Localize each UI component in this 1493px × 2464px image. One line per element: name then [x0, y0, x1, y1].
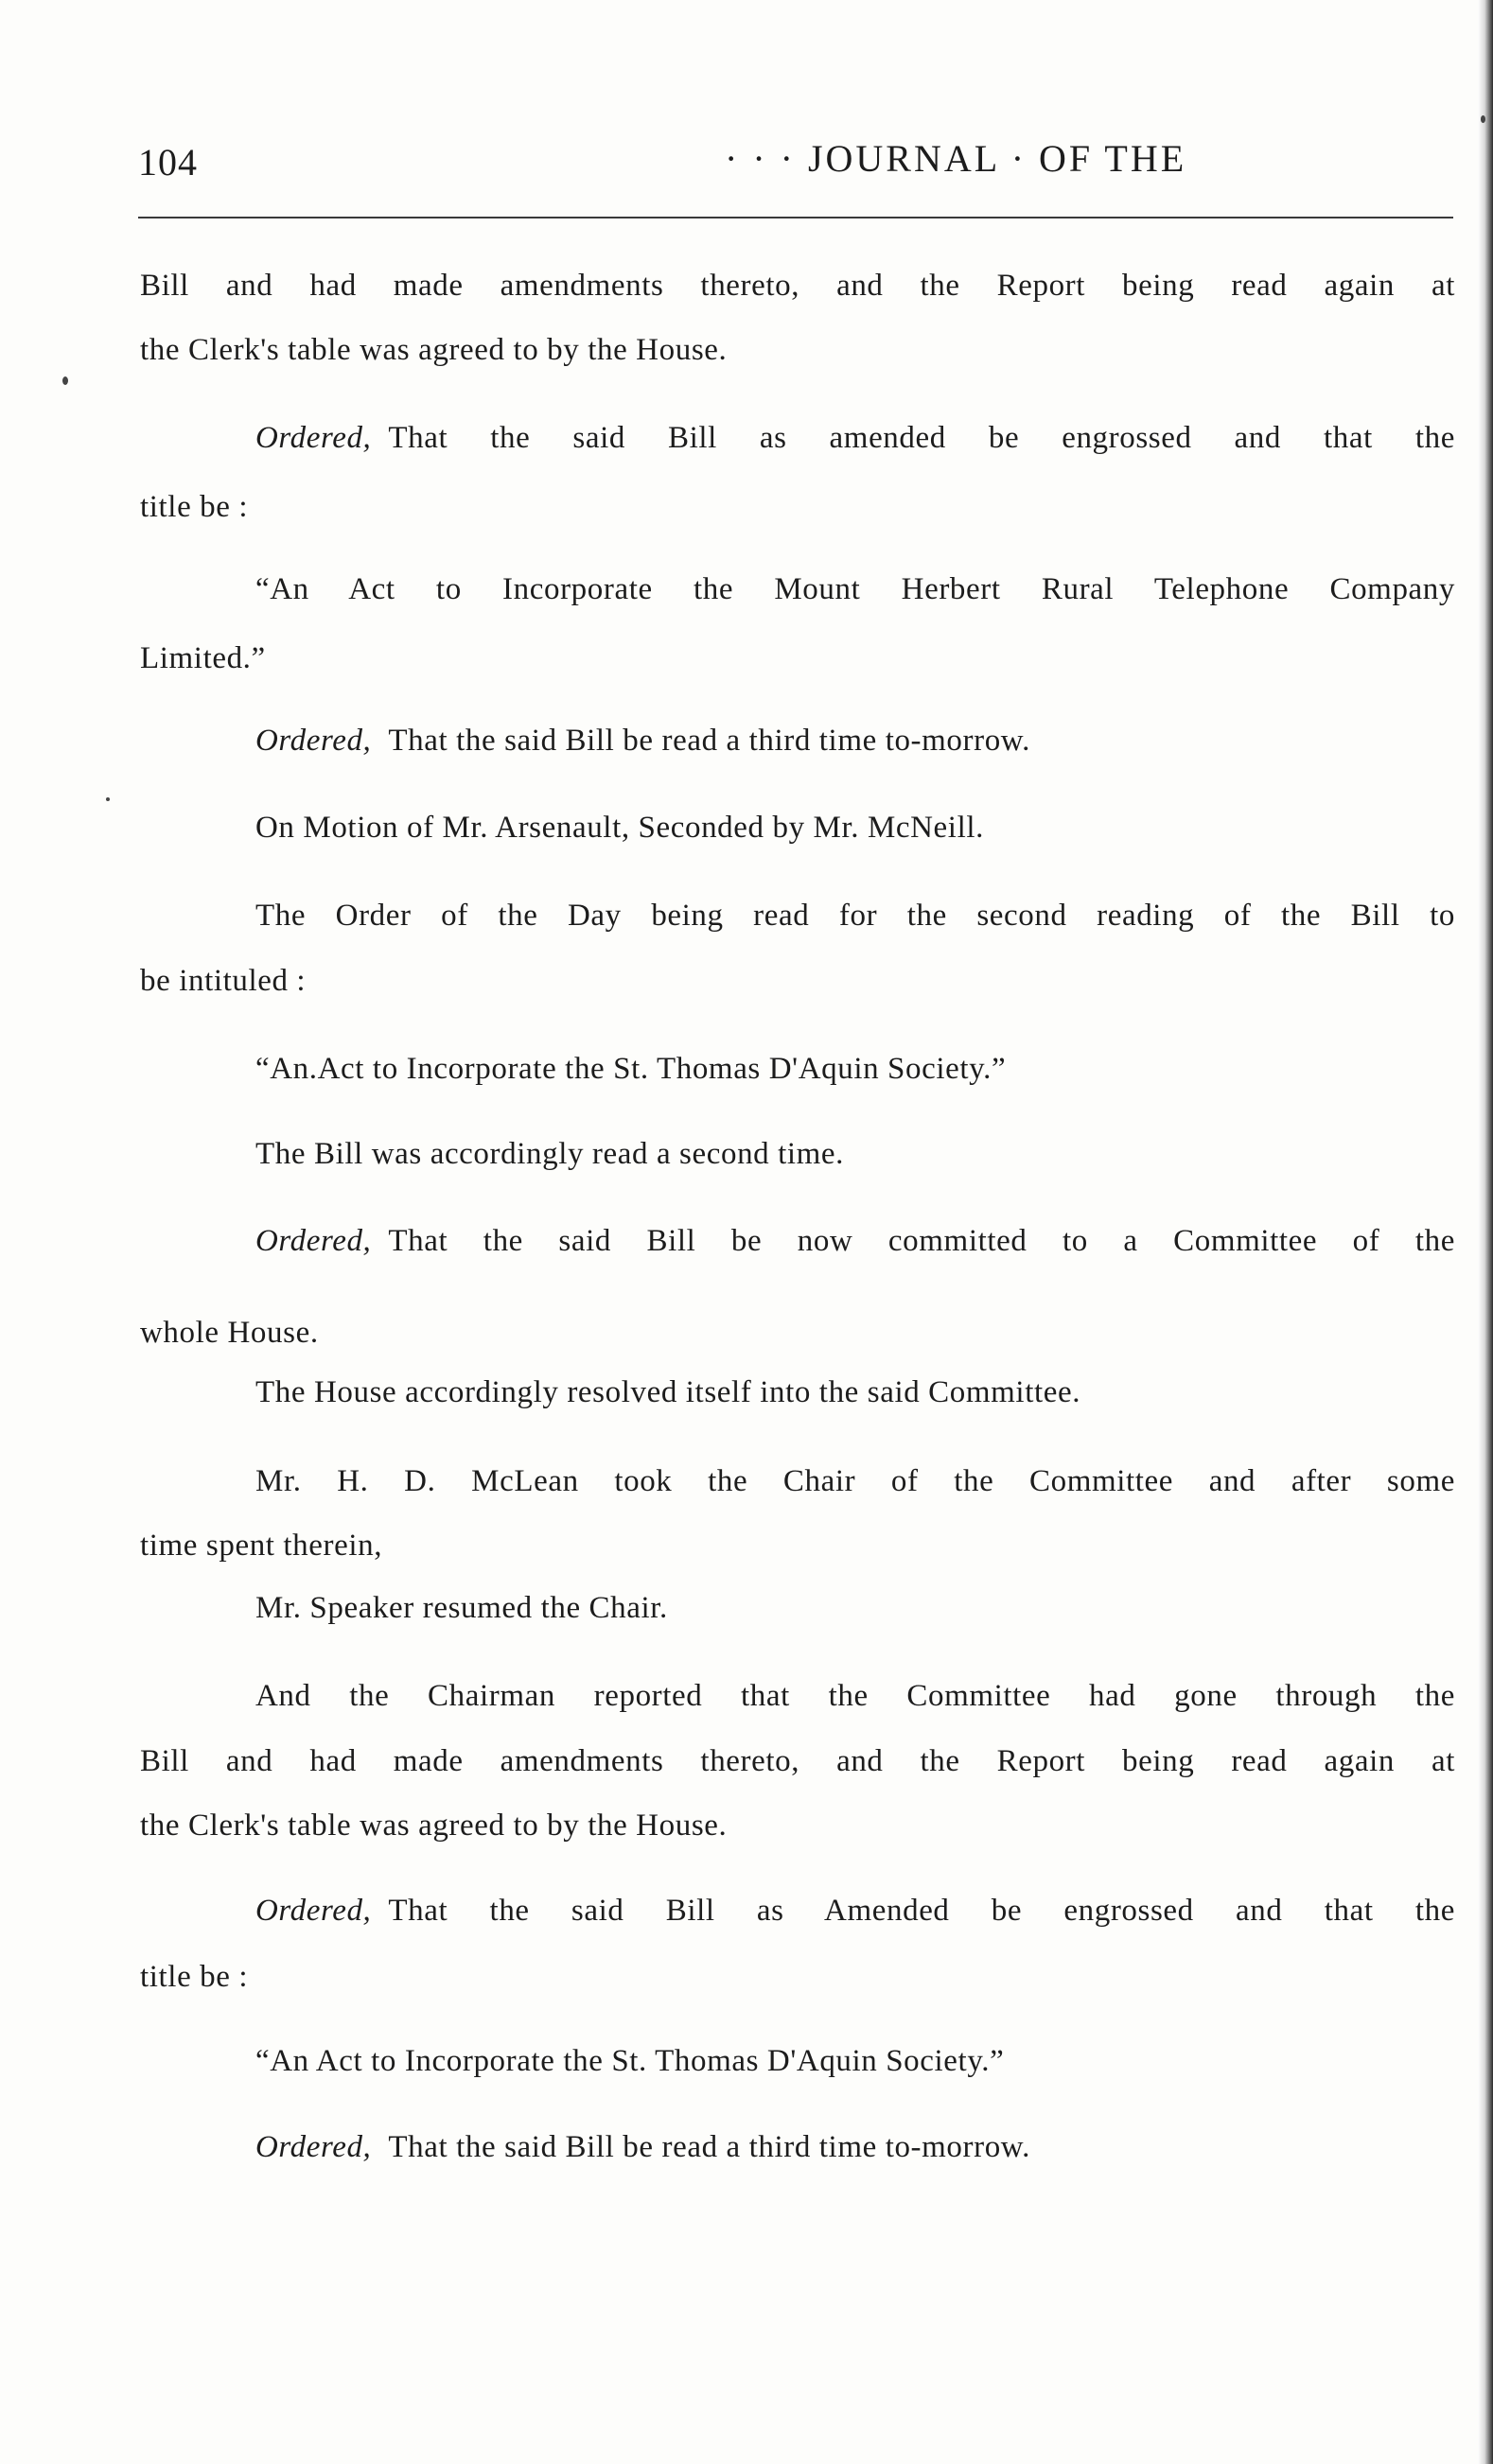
text-line: The Bill was accordingly read a second time.: [255, 1137, 845, 1171]
text-line: “An Act to Incorporate the St. Thomas D'Aquin Society.”: [255, 2044, 1005, 2078]
ordered-label: Ordered,: [255, 1224, 372, 1258]
ordered-label: Ordered,: [255, 421, 372, 455]
text-line: Limited.”: [140, 641, 266, 675]
text-line: “An Act to Incorporate the Mount Herbert Rural Telephone Company: [255, 572, 1455, 606]
header-rule: [138, 217, 1453, 218]
text-line: title be :: [140, 1960, 249, 1994]
ordered-text: That the said Bill as Amended be engrossed and that the: [388, 1894, 1455, 1928]
scan-edge-shadow: [1478, 0, 1493, 2464]
text-line: the Clerk's table was agreed to by the House.: [140, 1809, 728, 1843]
running-head: · · · JOURNAL · OF THE: [725, 137, 1187, 180]
ordered-paragraph: [255, 722, 1030, 760]
ordered-label: Ordered,: [255, 1894, 372, 1928]
ordered-paragraph: [255, 2128, 1030, 2166]
text-line: time spent therein,: [140, 1529, 383, 1563]
text-line: Bill and had made amendments thereto, and the Report being read again at: [140, 269, 1455, 303]
scan-speck: [1481, 115, 1485, 123]
ordered-text: That the said Bill as amended be engrossed and that the: [388, 421, 1455, 455]
ordered-paragraph: [255, 1222, 1455, 1260]
ordered-paragraph: [255, 419, 1455, 457]
ordered-label: Ordered,: [255, 724, 372, 758]
page-number: 104: [138, 141, 198, 183]
text-line: And the Chairman reported that the Committee had gone through the: [255, 1679, 1455, 1713]
text-line: be intituled :: [140, 964, 307, 998]
text-line: The Order of the Day being read for the second reading of the Bill to: [255, 899, 1455, 933]
ordered-text: That the said Bill be read a third time to-morrow.: [388, 724, 1030, 758]
page-header: [138, 132, 1453, 199]
text-line: title be :: [140, 490, 249, 524]
text-line: On Motion of Mr. Arsenault, Seconded by Mr. McNeill.: [255, 811, 984, 845]
ordered-text: That the said Bill be read a third time to-morrow.: [388, 2130, 1030, 2164]
text-line: “An.Act to Incorporate the St. Thomas D'Aquin Society.”: [255, 1052, 1007, 1086]
ordered-text: That the said Bill be now committed to a Committee of the: [388, 1224, 1455, 1258]
text-line: Mr. Speaker resumed the Chair.: [255, 1591, 668, 1625]
scan-speck: [62, 376, 68, 385]
text-line: the Clerk's table was agreed to by the House.: [140, 333, 728, 367]
ordered-label: Ordered,: [255, 2130, 372, 2164]
scan-speck: [106, 797, 110, 801]
text-line: whole House.: [140, 1316, 319, 1350]
ordered-paragraph: [255, 1892, 1455, 1930]
text-line: Bill and had made amendments thereto, and the Report being read again at: [140, 1744, 1455, 1778]
text-line: The House accordingly resolved itself into the said Committee.: [255, 1375, 1081, 1409]
text-line: Mr. H. D. McLean took the Chair of the Committee and after some: [255, 1464, 1455, 1498]
